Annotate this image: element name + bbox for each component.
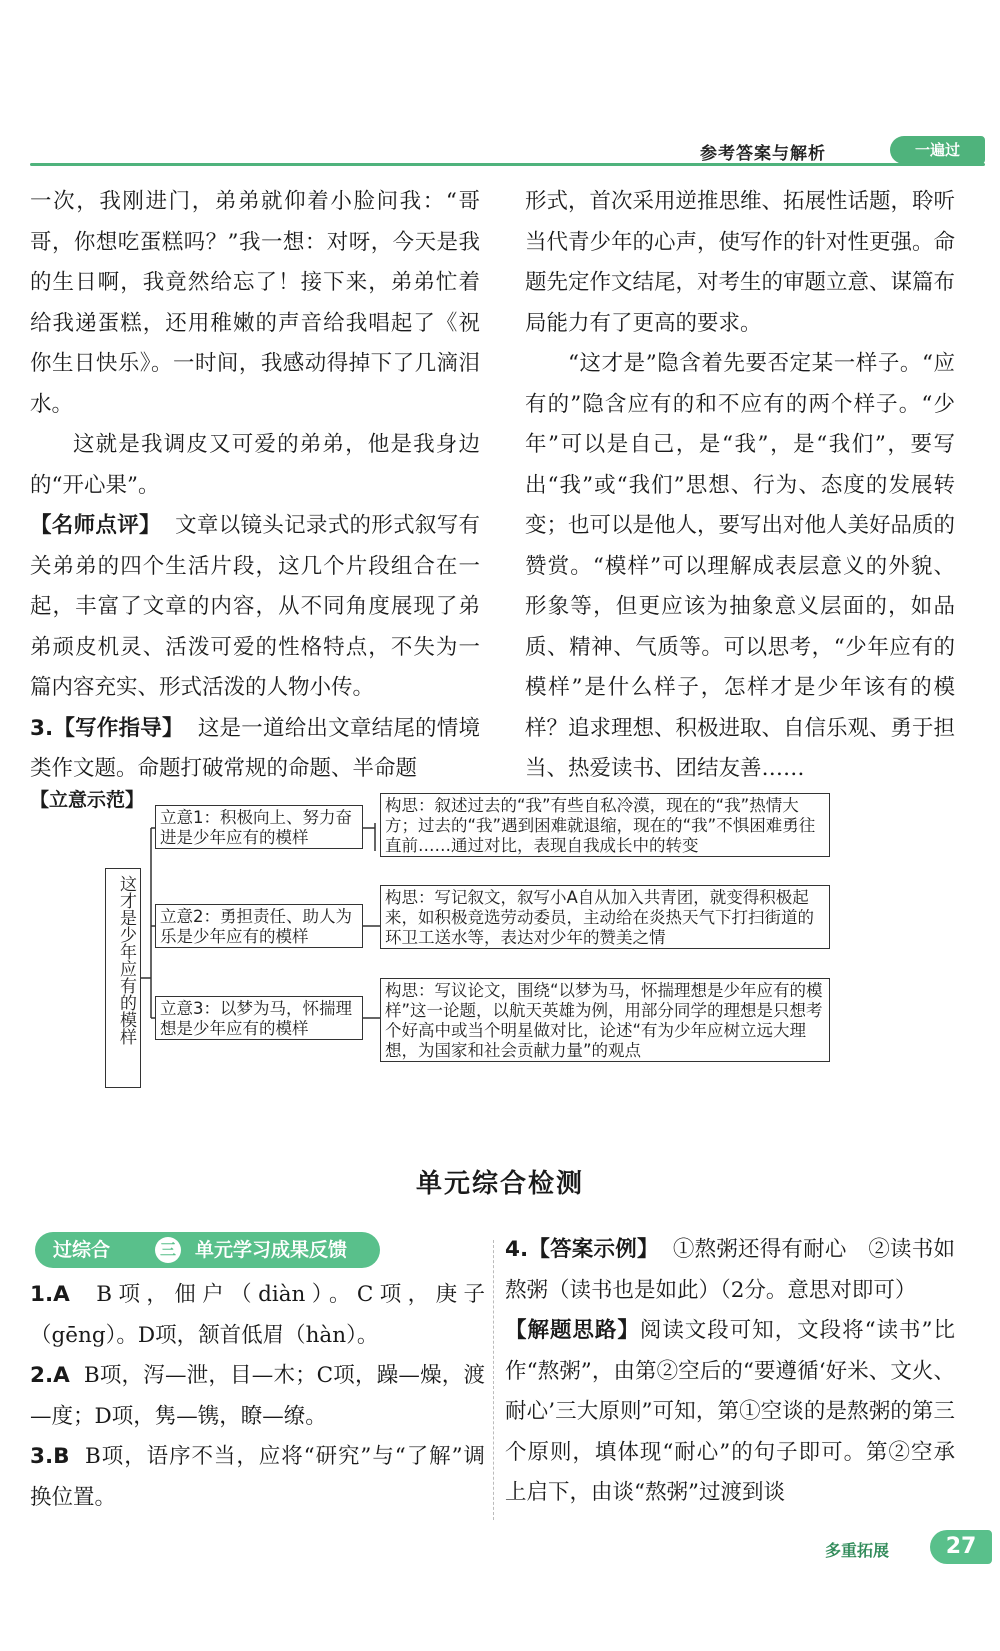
idea-diagram: [105, 796, 885, 1133]
answers-right: [505, 1230, 955, 1514]
answer-4-reasoning: [505, 1311, 955, 1514]
list-icon: 三: [155, 1237, 181, 1263]
answer-4-example: [505, 1230, 955, 1311]
answer-number: 2.A: [30, 1363, 70, 1388]
answer-text: B项，语序不当，应将“研究”与“了解”调换位置。: [30, 1444, 485, 1510]
badge-label-right: 单元学习成果反馈: [195, 1239, 348, 1261]
example-text: ①熬粥还得有耐心 ②读书如熬粥（读书也是如此）（2分。意思对即可）: [505, 1237, 955, 1303]
answer-item: [30, 1275, 485, 1356]
unit-title: 单元综合检测: [415, 1169, 584, 1199]
page-number: 27: [930, 1530, 992, 1564]
plan-box-1: 构思：叙述过去的“我”有些自私冷漠，现在的“我”热情大方；过去的“我”遇到困难就退缩，现在的“我”不惧困难勇往直前……通过对比，表现自我成长中的转变: [380, 793, 830, 857]
comment-tag: 【名师点评】: [30, 513, 161, 538]
header-title: 参考答案与解析: [700, 144, 826, 164]
idea-box-3: 立意3：以梦为马，怀揣理想是少年应有的模样: [155, 996, 363, 1040]
example-tag: 【答案示例】: [528, 1237, 659, 1262]
idea-box-1: 立意1：积极向上、努力奋进是少年应有的模样: [155, 805, 363, 849]
guide-tag: 【写作指导】: [53, 715, 184, 741]
column-divider: [493, 1240, 494, 1520]
answer-text: B项，泻—泄，目—木；C项，躁—燥，渡—度；D项，隽—镌，瞭—缭。: [30, 1363, 485, 1429]
paragraph: “这才是”隐含着先要否定某一样子。“应有的”隐含应有的和不应有的两个样子。“少年”可以是自己，是“我”，是“我们”，要写出“我”或“我们”思想、行为、态度的发展转变；也可以是他人，要写出对他人美好品质的赞赏。“模样”可以理解成表层意义的外貌、形象等，但更应该为抽象意义层面的，如品质、精神、气质等。可以思考，“少年应有的模样”是什么样子，怎样才是少年该有的模样？追求理想、积极进取、自信乐观、勇于担当、热爱读书、团结友善……: [525, 351, 956, 781]
answer-item: [30, 1437, 485, 1518]
paragraph: 这就是我调皮又可爱的弟弟，他是我身边的“开心果”。: [30, 432, 480, 498]
plan-box-3: 构思：写议论文，围绕“以梦为马，怀揣理想是少年应有的模样”这一论题，以航天英雄为例，用部分同学的理想是只想考个好高中或当个明星做对比，论述“有为少年应树立远大理想，为国家和社会贡献力量”的观点: [380, 978, 830, 1062]
comment-text: 文章以镜头记录式的形式叙写有关弟弟的四个生活片段，这几个片段组合在一起，丰富了文章的内容，从不同角度展现了弟弟顽皮机灵、活泼可爱的性格特点，不失为一篇内容充实、形式活泼的人物小传。: [30, 513, 480, 700]
idea-box-2: 立意2：勇担责任、助人为乐是少年应有的模样: [155, 904, 363, 948]
plan-box-2: 构思：写记叙文，叙写小A自从加入共青团，就变得积极起来，如积极竞选劳动委员，主动给在炎热天气下打扫街道的环卫工送水等，表达对少年的赞美之情: [380, 885, 830, 949]
right-column: [525, 182, 955, 790]
badge-label-left: 过综合: [53, 1239, 111, 1261]
reasoning-text: 阅读文段可知，文段将“读书”比作“熬粥”，由第②空后的“要遵循‘好米、文火、耐心’三大原则”可知，第①空谈的是熬粥的第三个原则，填体现“耐心”的句子即可。第②空承上启下，由谈“熬粥”过渡到谈: [505, 1318, 955, 1505]
answers-left: [30, 1275, 485, 1518]
brand-logo: 一遍过: [890, 136, 985, 164]
answer-text: B项，佃户（diàn）。C项，庚子（gēng）。D项，颔首低眉（hàn）。: [30, 1282, 485, 1348]
answer-number: 3.B: [30, 1444, 70, 1469]
header-rule: [30, 163, 985, 166]
guide-text: 这是一道给出文章结尾的情境类作文题。命题打破常规的命题、半命题: [30, 715, 480, 781]
answer-number: 4.: [505, 1237, 529, 1262]
section-label: 【立意示范】: [30, 789, 145, 811]
teacher-comment: [30, 506, 480, 709]
reasoning-tag: 【解题思路】: [505, 1318, 640, 1343]
diagram-root: 这才是少年应有的模样: [105, 868, 141, 1088]
answer-item: [30, 1356, 485, 1437]
section-badge: [35, 1232, 380, 1268]
answer-number: 1.A: [30, 1282, 70, 1307]
question-3: [30, 709, 480, 790]
paragraph: 一次，我刚进门，弟弟就仰着小脸问我：“哥哥，你想吃蛋糕吗？”我一想：对呀，今天是我的生日啊，我竟然给忘了！接下来，弟弟忙着给我递蛋糕，还用稚嫩的声音给我唱起了《祝你生日快乐》。一时间，我感动得掉下了几滴泪水。: [30, 189, 480, 417]
footer-label: 多重拓展: [825, 1541, 890, 1560]
left-column: [30, 182, 480, 790]
question-number: 3.: [30, 715, 54, 741]
paragraph: 形式，首次采用逆推思维、拓展性话题，聆听当代青少年的心声，使写作的针对性更强。命题先定作文结尾，对考生的审题立意、谋篇布局能力有了更高的要求。: [525, 189, 956, 336]
